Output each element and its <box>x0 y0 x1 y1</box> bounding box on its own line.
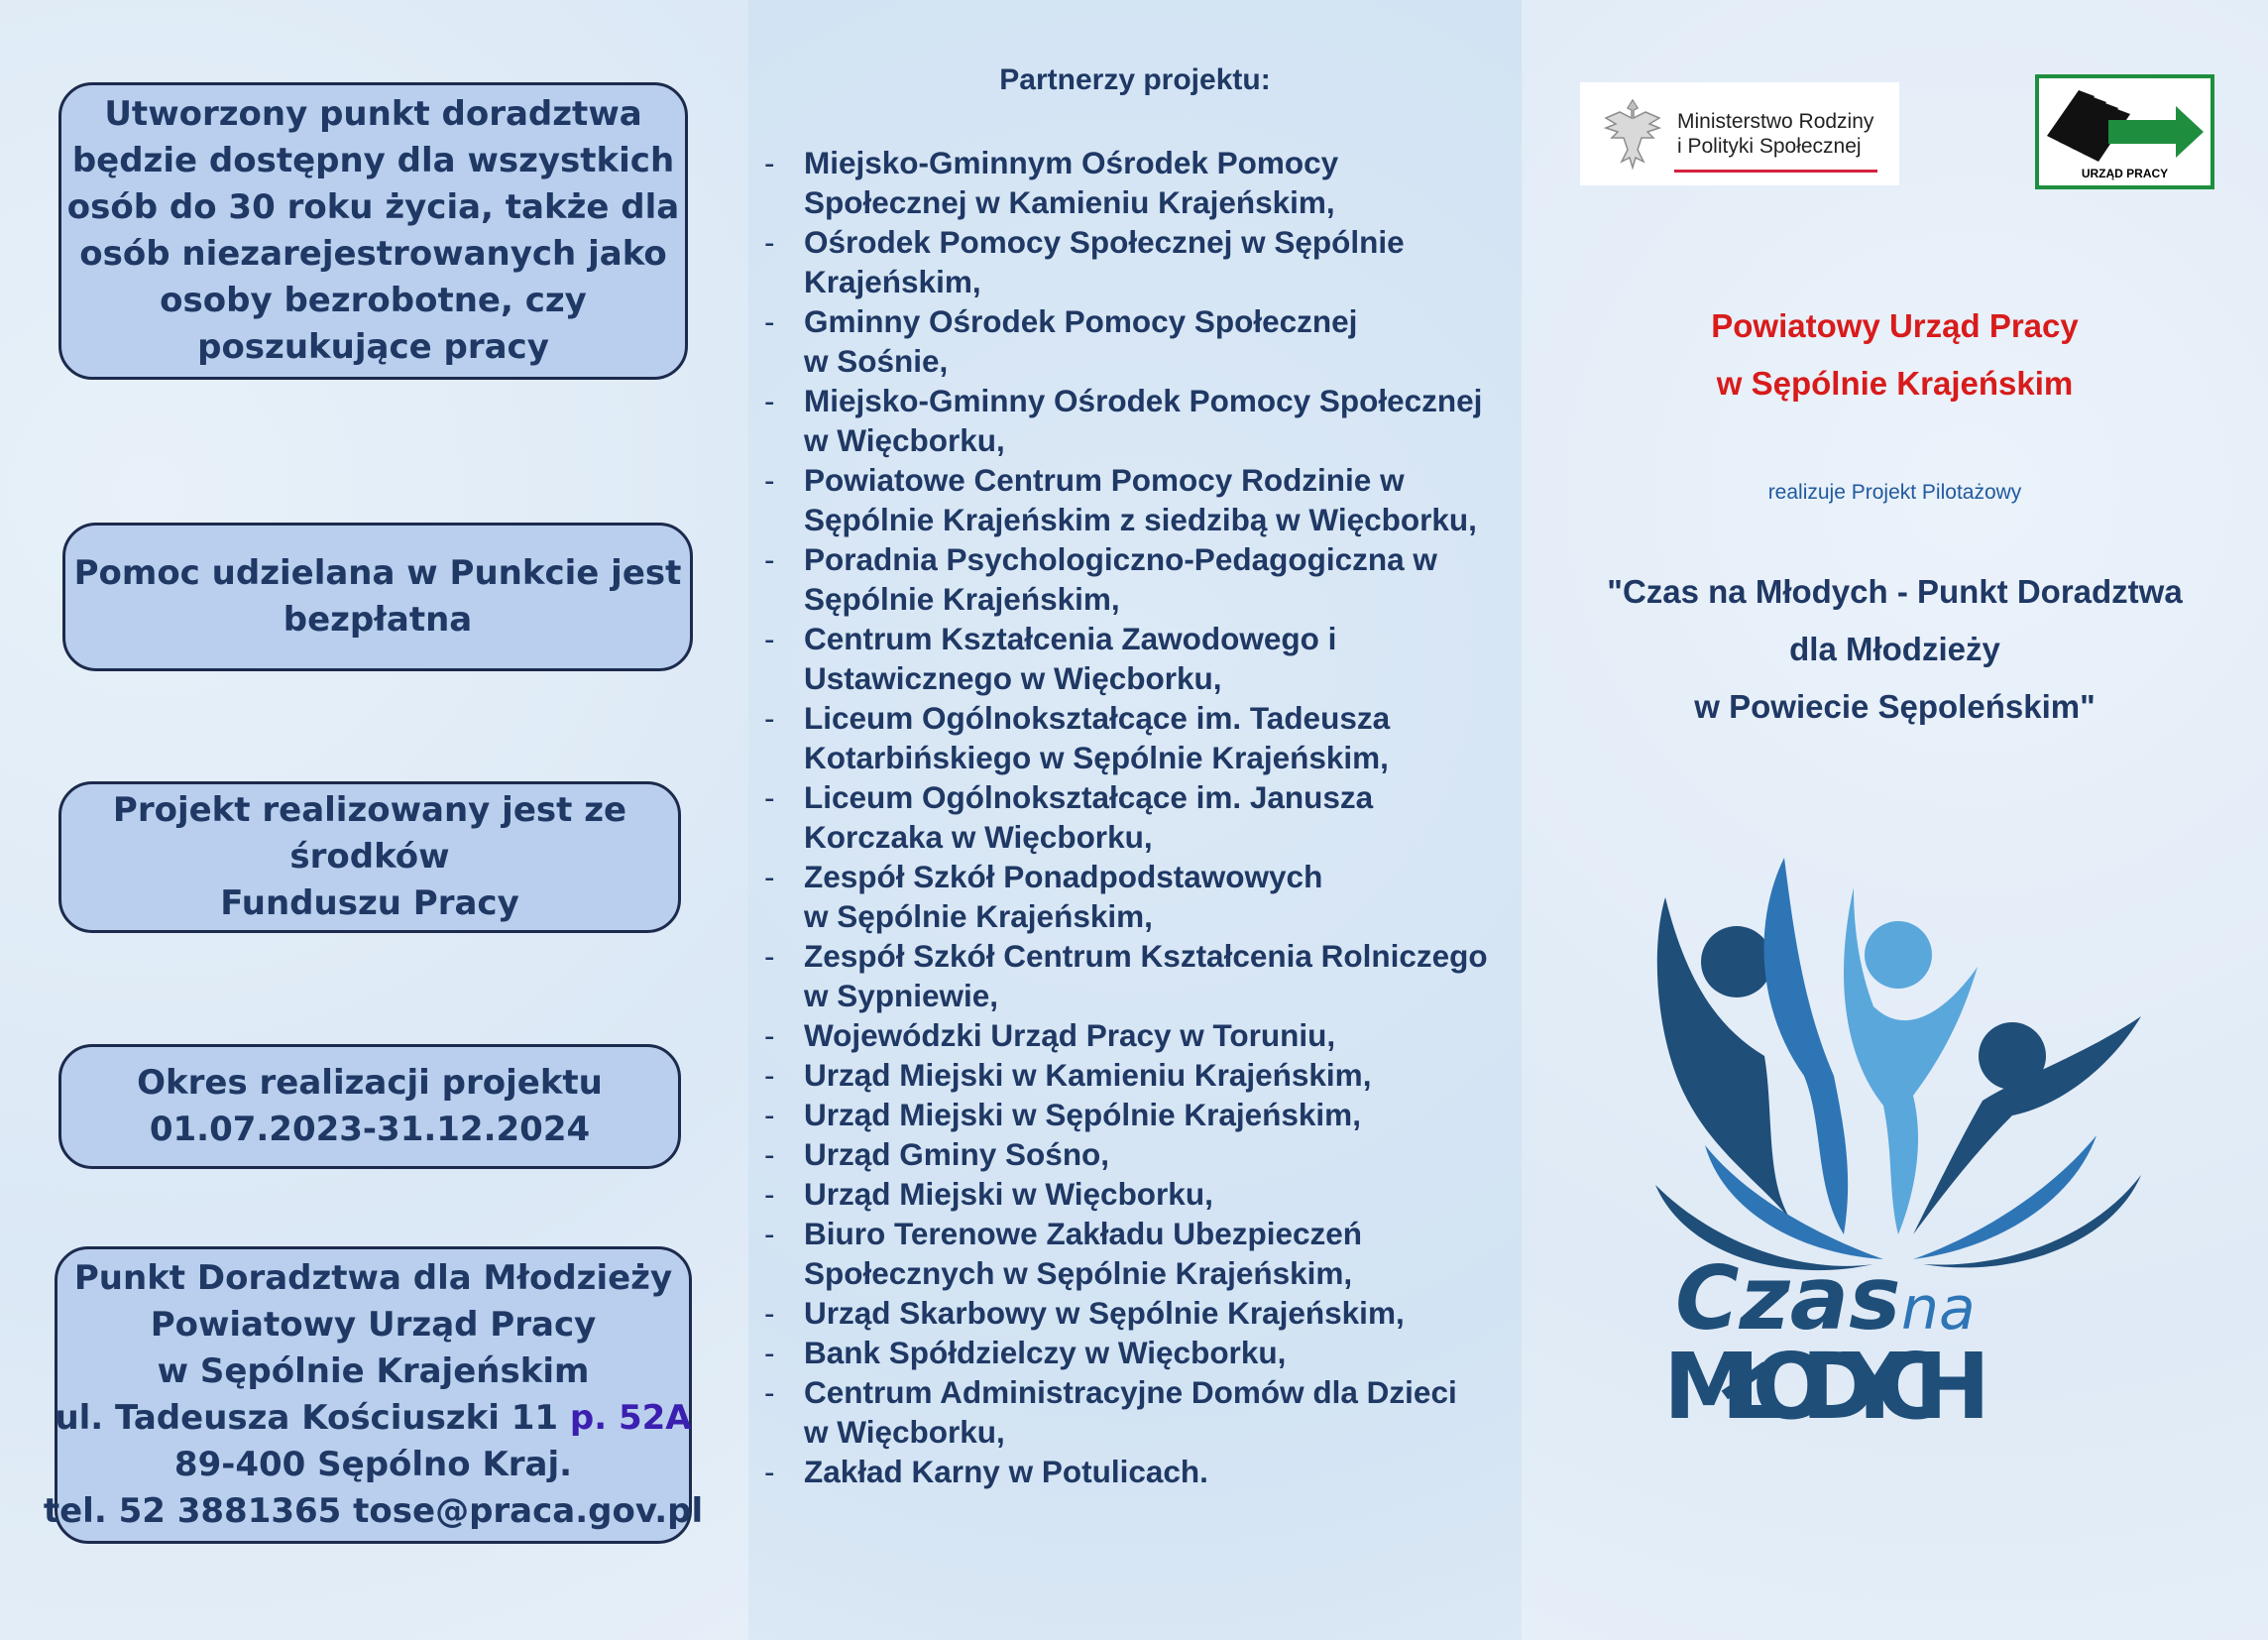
info-box-contact <box>43 1246 704 1544</box>
list-dash: - <box>764 1097 775 1132</box>
partner-item <box>764 1372 1498 1452</box>
partner-item <box>764 1095 1498 1134</box>
list-dash: - <box>764 303 775 339</box>
list-dash: - <box>764 462 775 498</box>
info-box-funding <box>58 781 681 933</box>
partner-item <box>764 1214 1498 1293</box>
list-dash: - <box>764 1017 775 1053</box>
project-title-line: w Powiecie Sępoleńskim" <box>1694 688 2096 725</box>
partner-name: Powiatowe Centrum Pomocy Rodzinie w Sępólnie Krajeńskim z siedzibą w Więcborku, <box>804 462 1477 537</box>
list-dash: - <box>764 224 775 260</box>
box-line: będzie dostępny dla wszystkich <box>71 141 675 180</box>
partner-item <box>764 460 1498 539</box>
partner-item <box>764 1055 1498 1095</box>
logo-word-mlodych: MŁODYCH <box>1663 1334 1990 1433</box>
partner-name: Ośrodek Pomocy Społecznej w Sępólnie Krajeńskim, <box>804 224 1405 299</box>
logo-word-na: na <box>1901 1274 1976 1344</box>
partner-item <box>764 539 1498 619</box>
list-dash: - <box>764 1057 775 1093</box>
partner-name: Miejsko-Gminnym Ośrodek Pomocy Społecznej w Kamieniu Krajeńskim, <box>804 145 1339 220</box>
project-title-line: dla Młodzieży <box>1789 631 2000 667</box>
partner-name: Zespół Szkół Ponadpodstawowych w Sępólnie Krajeńskim, <box>804 859 1323 934</box>
list-dash: - <box>764 1295 775 1331</box>
box-line: Projekt realizowany jest ze <box>112 790 627 830</box>
list-dash: - <box>764 779 775 815</box>
czas-na-mlodych-logo <box>1645 858 2151 1433</box>
urzad-pracy-label: URZĄD PRACY <box>2081 167 2169 180</box>
partner-item <box>764 1134 1498 1174</box>
contact-room: p. 52A <box>569 1398 692 1438</box>
partner-item <box>764 222 1498 301</box>
partner-item <box>764 936 1498 1015</box>
org-title-line: Powiatowy Urząd Pracy <box>1711 307 2079 344</box>
partner-name: Wojewódzki Urząd Pracy w Toruniu, <box>804 1017 1336 1053</box>
list-dash: - <box>764 1216 775 1251</box>
box-line: Pomoc udzielana w Punkcie jest <box>73 553 682 593</box>
ministry-name-line1: Ministerstwo Rodziny <box>1677 110 1874 133</box>
partner-name: Urząd Miejski w Więcborku, <box>804 1176 1213 1212</box>
contact-city: w Sępólnie Krajeńskim <box>157 1351 590 1391</box>
partner-item <box>764 1174 1498 1214</box>
contact-address <box>55 1395 691 1442</box>
ministry-red-line <box>1674 170 1877 173</box>
box-line: bezpłatna <box>283 600 473 640</box>
partner-item <box>764 1452 1498 1491</box>
partner-item <box>764 381 1498 460</box>
list-dash: - <box>764 1176 775 1212</box>
contact-title: Punkt Doradztwa dla Młodzieży <box>73 1258 673 1298</box>
box-line: osób niezarejestrowanych jako <box>79 234 667 274</box>
partner-item <box>764 777 1498 857</box>
box-line: osoby bezrobotne, czy <box>160 281 587 320</box>
partner-item <box>764 698 1498 777</box>
partner-name: Urząd Gminy Sośno, <box>804 1136 1110 1172</box>
partner-name: Zespół Szkół Centrum Kształcenia Rolniczego w Sypniewie, <box>804 938 1488 1013</box>
urzad-pracy-logo <box>2035 74 2214 189</box>
project-title-line: "Czas na Młodych - Punkt Doradztwa <box>1607 573 2183 610</box>
box-line: 01.07.2023-31.12.2024 <box>149 1110 591 1149</box>
box-line: poszukujące pracy <box>197 327 549 367</box>
organization-title <box>1522 297 2268 412</box>
partner-name: Liceum Ogólnokształcące im. Janusza Korczaka w Więcborku, <box>804 779 1374 855</box>
partner-name: Biuro Terenowe Zakładu Ubezpieczeń Społecznych w Sępólnie Krajeńskim, <box>804 1216 1363 1291</box>
arrow-right-icon <box>2039 82 2211 172</box>
partner-item <box>764 301 1498 381</box>
list-dash: - <box>764 383 775 418</box>
partner-name: Centrum Administracyjne Domów dla Dzieci w Więcborku, <box>804 1374 1457 1450</box>
list-dash: - <box>764 541 775 577</box>
box-line: środków <box>289 837 450 877</box>
partner-name: Centrum Kształcenia Zawodowego i Ustawicznego w Więcborku, <box>804 621 1337 696</box>
partner-item <box>764 1333 1498 1372</box>
eagle-emblem-icon <box>1598 94 1667 174</box>
partner-name: Bank Spółdzielczy w Więcborku, <box>804 1335 1287 1370</box>
info-box-period <box>58 1044 681 1169</box>
logo-word-czas: Czas <box>1675 1247 1901 1349</box>
list-dash: - <box>764 145 775 180</box>
partner-name: Poradnia Psychologiczno-Pedagogiczna w Sępólnie Krajeńskim, <box>804 541 1437 617</box>
list-dash: - <box>764 700 775 736</box>
ministry-logo <box>1580 82 1899 185</box>
partner-item <box>764 1015 1498 1055</box>
partners-list <box>764 143 1498 1491</box>
ministry-name-line2: i Polityki Społecznej <box>1677 135 1862 158</box>
box-line: Funduszu Pracy <box>220 883 519 923</box>
list-dash: - <box>764 1374 775 1410</box>
partner-name: Gminny Ośrodek Pomocy Społecznej w Sośnie, <box>804 303 1358 379</box>
contact-postal: 89-400 Sępólno Kraj. <box>173 1445 573 1484</box>
box-line: Utworzony punkt doradztwa <box>104 94 642 134</box>
contact-street: ul. Tadeusza Kościuszki 11 <box>55 1398 570 1438</box>
contact-phone-email[interactable]: tel. 52 3881365 tose@praca.gov.pl <box>43 1491 704 1531</box>
box-line: osób do 30 roku życia, także dla <box>66 187 680 227</box>
project-title <box>1522 563 2268 736</box>
list-dash: - <box>764 938 775 974</box>
partner-name: Urząd Skarbowy w Sępólnie Krajeńskim, <box>804 1295 1405 1331</box>
info-box-availability <box>58 82 688 380</box>
info-box-free-help <box>62 523 693 671</box>
partner-item <box>764 619 1498 698</box>
partners-title: Partnerzy projektu: <box>999 63 1271 96</box>
partner-item <box>764 1293 1498 1333</box>
org-title-line: w Sępólnie Krajeńskim <box>1716 365 2074 402</box>
people-lotus-icon <box>1655 858 2141 1270</box>
project-intro: realizuje Projekt Pilotażowy <box>1767 481 2022 504</box>
list-dash: - <box>764 1454 775 1489</box>
list-dash: - <box>764 1335 775 1370</box>
list-dash: - <box>764 621 775 656</box>
partner-name: Liceum Ogólnokształcące im. Tadeusza Kotarbińskiego w Sępólnie Krajeńskim, <box>804 700 1391 775</box>
partner-item <box>764 857 1498 936</box>
partner-name: Urząd Miejski w Sępólnie Krajeńskim, <box>804 1097 1361 1132</box>
partner-name: Urząd Miejski w Kamieniu Krajeńskim, <box>804 1057 1372 1093</box>
list-dash: - <box>764 1136 775 1172</box>
contact-org: Powiatowy Urząd Pracy <box>150 1305 597 1345</box>
box-line: Okres realizacji projektu <box>137 1063 603 1103</box>
partner-name: Zakład Karny w Potulicach. <box>804 1454 1208 1489</box>
list-dash: - <box>764 859 775 894</box>
partner-item <box>764 143 1498 222</box>
partner-name: Miejsko-Gminny Ośrodek Pomocy Społecznej w Więcborku, <box>804 383 1483 458</box>
